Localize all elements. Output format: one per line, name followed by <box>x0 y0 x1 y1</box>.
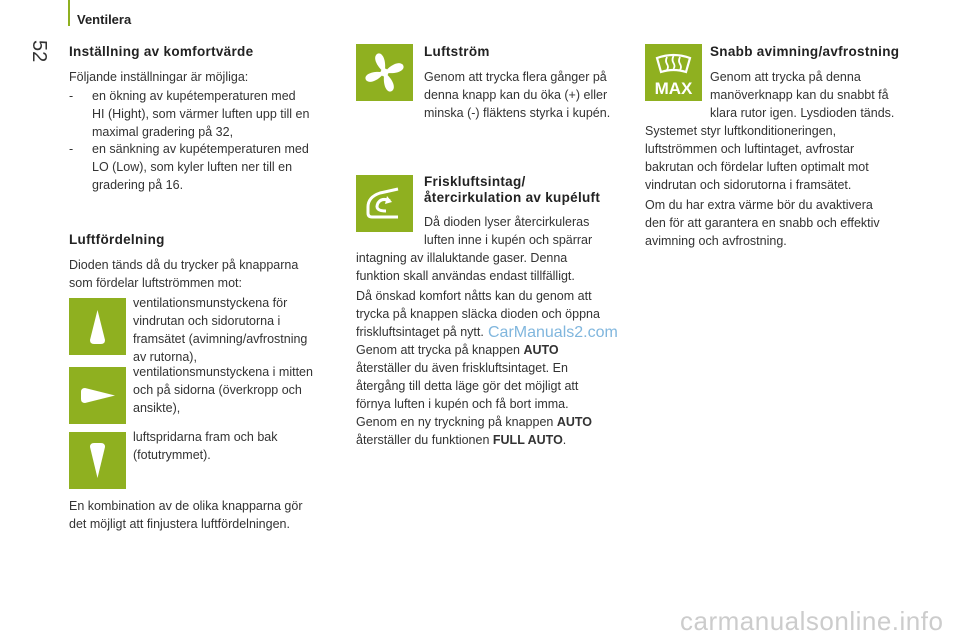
text-run: Genom att trycka på knappen <box>356 343 524 357</box>
dist-intro-line: Dioden tänds då du trycker på knapparna <box>69 258 299 272</box>
dist-item-line: ansikte), <box>133 401 181 415</box>
section-title: Ventilera <box>77 12 132 27</box>
auto-keyword: AUTO <box>556 415 593 429</box>
airflow-line: Genom att trycka flera gånger på <box>424 70 607 84</box>
bullet-line: HI (Hight), som värmer luften upp till en <box>92 107 310 121</box>
recirc-line: funktion skall användas endast tillfälligt. <box>356 269 575 283</box>
arrow-down-icon <box>69 432 126 489</box>
defrost-p2-line: luftströmmen och luftintaget, avfrostar <box>645 142 855 156</box>
heading-comfort: Inställning av komfortvärde <box>69 44 254 59</box>
bullet-line: en sänkning av kupétemperaturen med <box>92 142 309 156</box>
header-accent-bar <box>68 0 70 26</box>
recirc-p3-first <box>356 342 559 359</box>
recirc-p2-line: friskluftsintaget på nytt. <box>356 325 484 339</box>
recirc-p3-line: återställer du även friskluftsintaget. En <box>356 361 568 375</box>
recirc-p2-line: trycka på knappen släcka dioden och öppna <box>356 307 600 321</box>
auto-keyword: AUTO <box>523 343 559 357</box>
text-run: återställer du funktionen <box>356 433 493 447</box>
defrost-p3-line: den för att garantera en snabb och effektiv <box>645 216 880 230</box>
recirc-p3-line: återgång till detta läge gör det möjligt att <box>356 379 579 393</box>
dist-outro-line: En kombination av de olika knapparna gör <box>69 499 303 513</box>
recirc-p4-second <box>356 432 566 449</box>
dist-intro-line: som fördelar luftströmmen mot: <box>69 276 242 290</box>
recirc-p4-first <box>356 414 592 431</box>
dist-outro-line: det möjligt att finjustera luftfördelningen. <box>69 517 290 531</box>
dist-item-line: ventilationsmunstyckena i mitten <box>133 365 313 379</box>
defrost-p2-line: vindrutan och sidorutorna i framsätet. <box>645 178 852 192</box>
dist-item-line: luftspridarna fram och bak <box>133 430 278 444</box>
watermark-center[interactable]: CarManuals2.com <box>488 324 618 341</box>
defrost-p2-line: bakrutan och fördelar luften optimalt mot <box>645 160 869 174</box>
heading-recirc-1: Friskluftsintag/ <box>424 174 526 189</box>
recirculation-icon <box>356 175 413 232</box>
dist-item-line: och på sidorna (överkropp och <box>133 383 302 397</box>
defrost-p2-line: Systemet styr luftkonditioneringen, <box>645 124 837 138</box>
arrow-right-icon <box>69 367 126 424</box>
defrost-intro-line: klara rutor igen. Lysdioden tänds. <box>710 106 895 120</box>
heading-airflow: Luftström <box>424 44 490 59</box>
watermark-bottom[interactable]: carmanualsonline.info <box>680 606 944 636</box>
heading-air-distribution: Luftfördelning <box>69 232 165 247</box>
bullet-dash: - <box>69 142 74 156</box>
full-auto-keyword: FULL AUTO <box>492 433 563 447</box>
defrost-intro-line: manöverknapp kan du snabbt få <box>710 88 889 102</box>
bullet-line: gradering på 16. <box>92 178 184 192</box>
dist-item-line: framsätet (avimning/avfrostning <box>133 332 308 346</box>
fan-icon <box>356 44 413 101</box>
dist-item-line: av rutorna), <box>133 350 197 364</box>
heading-recirc-2: återcirkulation av kupéluft <box>424 190 601 205</box>
defrost-intro-line: Genom att trycka på denna <box>710 70 861 84</box>
heading-defrost: Snabb avimning/avfrostning <box>710 44 900 59</box>
max-label: MAX <box>654 79 693 98</box>
airflow-line: minska (-) fläktens styrka i kupén. <box>424 106 611 120</box>
text-run: . <box>562 433 567 447</box>
dist-item-line: vindrutan och sidorutorna i <box>133 314 281 328</box>
recirc-line: luften inne i kupén och spärrar <box>424 233 593 247</box>
recirc-p2-line: Då önskad komfort nåtts kan du genom att <box>356 289 592 303</box>
recirc-line: Då dioden lyser återcirkuleras <box>424 215 590 229</box>
dist-item-line: (fotutrymmet). <box>133 448 211 462</box>
recirc-line: intagning av illaluktande gaser. Denna <box>356 251 568 265</box>
dist-item-line: ventilationsmunstyckena för <box>133 296 288 310</box>
comfort-intro: Följande inställningar är möjliga: <box>69 70 249 84</box>
page-number: 52 <box>28 40 50 63</box>
defrost-p3-line: Om du har extra värme bör du avaktivera <box>645 198 873 212</box>
airflow-line: denna knapp kan du öka (+) eller <box>424 88 608 102</box>
defrost-max-icon <box>645 44 702 101</box>
bullet-line: LO (Low), som kyler luften ner till en <box>92 160 293 174</box>
bullet-dash: - <box>69 89 74 103</box>
bullet-line: maximal gradering på 32, <box>92 125 234 139</box>
bullet-line: en ökning av kupétemperaturen med <box>92 89 296 103</box>
arrow-up-icon <box>69 298 126 355</box>
text-run: Genom en ny tryckning på knappen <box>356 415 557 429</box>
defrost-p3-line: avimning och avfrostning. <box>645 234 787 248</box>
recirc-p3-line: förnya luften i kupén och få bort imma. <box>356 397 569 411</box>
